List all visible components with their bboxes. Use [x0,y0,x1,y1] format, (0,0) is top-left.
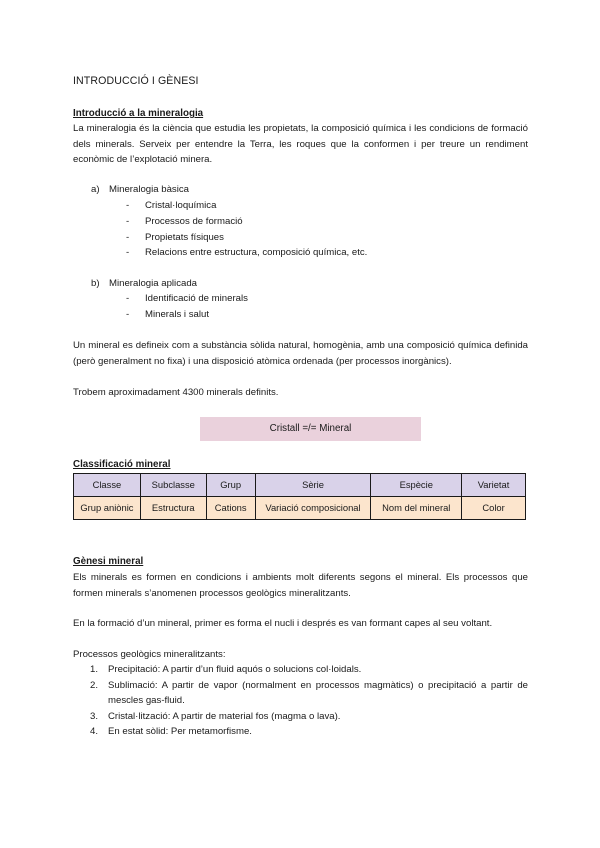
list-item: - Relacions entre estructura, composició química, etc. [126,247,368,259]
table-cell: Cations [206,497,255,520]
process-list [73,662,528,740]
table-header-row [74,474,526,497]
table-header-cell: Classe [74,474,141,497]
table-cell: Variació composicional [255,497,371,520]
callout-box: Cristall =/= Mineral [200,417,421,441]
branch-marker: b) [91,278,100,289]
branch-basic [91,182,189,198]
table-header-cell: Varietat [462,474,526,497]
list-item: - Identificació de minerals [126,293,248,304]
mineral-definition: Un mineral es defineix com a substància sòlida natural, homogènia, amb una composició química definida (però generalment no fixa) i una disposició atòmica ordenada (per processos inorgànics). [73,340,528,367]
branch-marker: a) [91,184,100,195]
table-cell: Estructura [140,497,206,520]
branch-label: Mineralogia aplicada [109,278,197,289]
table-header-cell: Grup [206,474,255,497]
mineral-count: Trobem aproximadament 4300 minerals definits. [73,387,279,398]
list-item: 3. Cristal·lització: A partir de material fos (magma o lava). [90,710,341,722]
list-item: - Minerals i salut [126,308,209,320]
table-header-cell: Subclasse [140,474,206,497]
classification-heading: Classificació mineral [73,459,171,470]
intro-heading: Introducció a la mineralogia [73,108,204,119]
table-header-cell: Espècie [371,474,462,497]
list-item: - Propietats físiques [126,231,224,243]
table-cell: Nom del mineral [371,497,462,520]
process-list-intro: Processos geològics mineralitzants: [73,649,226,660]
page-title: INTRODUCCIÓ I GÈNESI [73,75,199,87]
genesi-paragraph-2: En la formació d’un mineral, primer es forma el nucli i després es van formant capes al seu voltant. [73,618,493,629]
list-item: 1. Precipitació: A partir d’un fluid aquós o solucions col·loidals. [90,664,362,675]
list-item: 2. Sublimació: A partir de vapor (normalment en processos magmàtics) o precipitació a partir de mescles gas-fluid. [90,679,528,706]
genesi-heading: Gènesi mineral [73,556,144,567]
intro-paragraph: La mineralogia és la ciència que estudia les propietats, la composició química i les condicions de formació dels minerals. Serveix per entendre la Terra, les roques que la conformen i per treure un rendiment econòmic de l’explotació minera. [73,123,528,165]
branch-basic-items [126,198,367,261]
table-cell: Grup aniònic [74,497,141,520]
branch-applied-items [126,291,248,323]
table-row [74,497,526,520]
branch-applied [91,276,197,292]
list-item: - Cristal·loquímica [126,200,217,211]
table-cell: Color [462,497,526,520]
classification-table [73,473,526,520]
table-header-cell: Sèrie [255,474,371,497]
branch-label: Mineralogia bàsica [109,184,189,195]
list-item: 4. En estat sòlid: Per metamorfisme. [90,726,252,737]
list-item: - Processos de formació [126,215,243,227]
genesi-paragraph-1: Els minerals es formen en condicions i ambients molt diferents segons el mineral. Els processos que formen minerals s’anomenen processos geològics mineralitzants. [73,572,528,599]
